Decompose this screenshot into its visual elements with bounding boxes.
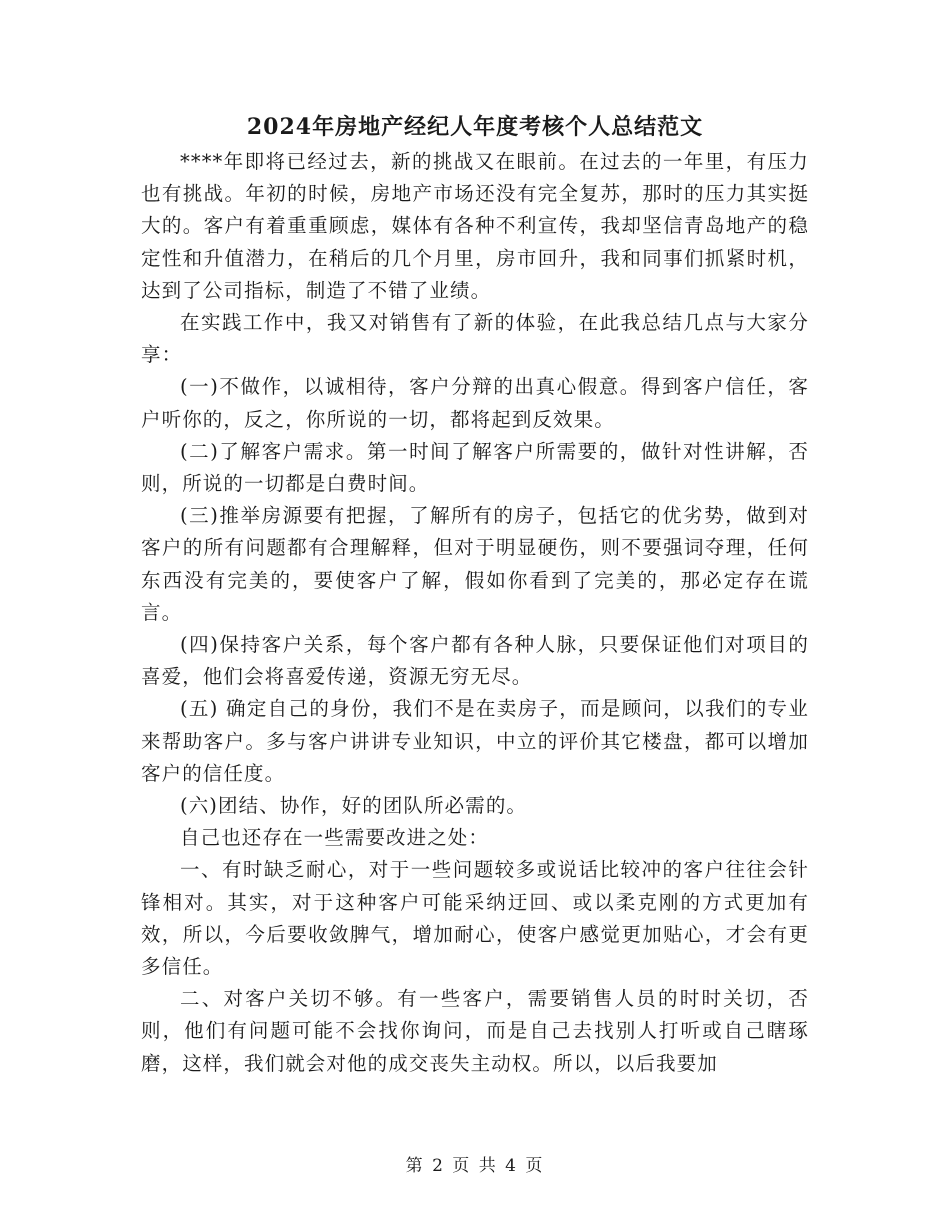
paragraph: (一)不做作，以诚相待，客户分辩的出真心假意。得到客户信任，客户听你的，反之，你所说的一切，都将起到反效果。: [141, 375, 809, 431]
paragraph: (六)团结、协作，好的团队所必需的。: [180, 794, 528, 818]
document-body: [141, 146, 809, 1080]
paragraph: (三)推举房源要有把握，了解所有的房子，包括它的优劣势，做到对客户的所有问题都有合理解释，但对于明显硬伤，则不要强词夺理，任何东西没有完美的，要使客户了解，假如你看到了完美的，那必定存在谎言。: [141, 504, 809, 624]
paragraph: (五) 确定自己的身份，我们不是在卖房子，而是顾问，以我们的专业来帮助客户。多与客户讲讲专业知识，中立的评价其它楼盘，都可以增加客户的信任度。: [141, 697, 809, 785]
paragraph: (二)了解客户需求。第一时间了解客户所需要的，做针对性讲解，否则，所说的一切都是白费时间。: [141, 439, 809, 496]
paragraph: 在实践工作中，我又对销售有了新的体验，在此我总结几点与大家分享：: [141, 311, 809, 367]
paragraph: 一、有时缺乏耐心，对于一些问题较多或说话比较冲的客户往往会针锋相对。其实，对于这种客户可能采纳迂回、或以柔克刚的方式更加有效，所以，今后要收敛脾气，增加耐心，使客户感觉更加贴心，才会有更多信任。: [141, 858, 809, 979]
paragraph: 二、对客户关切不够。有一些客户，需要销售人员的时时关切，否则，他们有问题可能不会找你询问，而是自己去找别人打听或自己瞎琢磨，这样，我们就会对他的成交丧失主动权。所以，以后我要加: [141, 987, 809, 1075]
paragraph: 自己也还存在一些需要改进之处：: [180, 826, 490, 850]
page-footer: 第 2 页 共 4 页: [405, 1156, 545, 1176]
document-title: 2024年房地产经纪人年度考核个人总结范文: [246, 114, 704, 140]
paragraph: (四)保持客户关系，每个客户都有各种人脉，只要保证他们对项目的喜爱，他们会将喜爱传递，资源无穷无尽。: [141, 633, 809, 689]
paragraph: ****年即将已经过去，新的挑战又在眼前。在过去的一年里，有压力也有挑战。年初的时候，房地产市场还没有完全复苏，那时的压力其实挺大的。客户有着重重顾虑，媒体有各种不利宣传，我却坚信青岛地产的稳定性和升值潜力，在稍后的几个月里，房市回升，我和同事们抓紧时机，达到了公司指标，制造了不错了业绩。: [141, 150, 809, 302]
